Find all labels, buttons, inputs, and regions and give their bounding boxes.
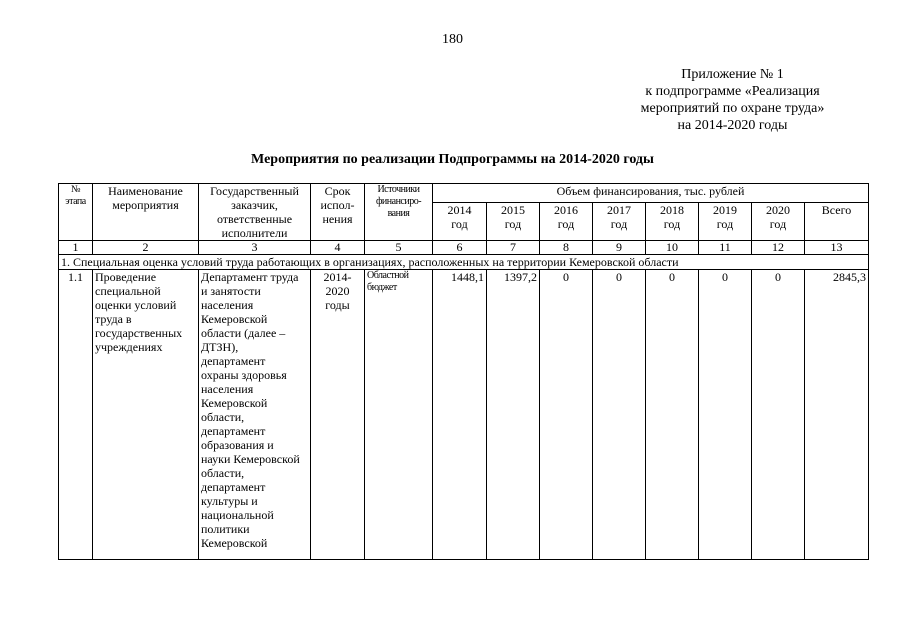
year-unit: год: [451, 217, 468, 232]
year-label: 2017: [607, 203, 631, 218]
row-customer-line: политики: [201, 522, 250, 536]
year-label: 2019: [713, 203, 737, 218]
section-row: [59, 255, 869, 270]
row-term-line: годы: [325, 298, 350, 312]
header-text: исполнители: [221, 226, 288, 240]
header-funding-group: Объем финансирования, тыс. рублей: [433, 184, 869, 203]
row-value-2019: 0: [699, 270, 752, 560]
header-text: заказчик,: [231, 198, 278, 212]
row-customer-line: населения: [201, 382, 254, 396]
row-customer-line: науки Кемеровской: [201, 452, 300, 466]
header-name: [93, 184, 199, 241]
row-source-line: Областной: [367, 270, 409, 281]
row-term: [311, 270, 365, 560]
row-value-2020: 0: [752, 270, 805, 560]
row-value-2014: 1448,1: [433, 270, 487, 560]
column-numbers-row: [59, 241, 869, 255]
year-unit: год: [610, 217, 628, 232]
header-text: Срок: [324, 184, 351, 198]
column-number: 6: [433, 241, 487, 255]
year-label: 2018: [660, 203, 684, 218]
column-number: 7: [487, 241, 540, 255]
year-label: 2015: [501, 203, 525, 218]
column-number: 1: [59, 241, 93, 255]
header-text: №: [70, 184, 81, 195]
row-customer-line: области,: [201, 466, 245, 480]
header-text: Наименование: [108, 184, 183, 198]
section-title: 1. Специальная оценка условий труда работающих в организациях, расположенных на территории Кемеровской области: [59, 255, 869, 270]
row-total: 2845,3: [805, 270, 869, 560]
year-unit: год: [663, 217, 681, 232]
header-year-2020: [752, 203, 805, 241]
header-text: вания: [387, 208, 410, 219]
header-customer: [199, 184, 311, 241]
appendix-line: на 2014-2020 годы: [677, 118, 788, 133]
column-number: 12: [752, 241, 805, 255]
row-customer-line: и занятости: [201, 284, 261, 298]
header-year-2019: [699, 203, 752, 241]
row-name-line: оценки условий: [95, 298, 177, 312]
appendix-line: мероприятий по охране труда»: [640, 101, 825, 116]
row-customer-line: национальной: [201, 508, 274, 522]
header-row: [59, 184, 869, 203]
row-customer: [199, 270, 311, 560]
row-customer-line: департамент: [201, 480, 266, 494]
row-term-line: 2020: [325, 284, 350, 298]
header-text: мероприятия: [112, 198, 179, 212]
row-name: [93, 270, 199, 560]
column-number: 11: [699, 241, 752, 255]
row-value-2016: 0: [540, 270, 593, 560]
header-text: испол-: [320, 198, 355, 212]
row-customer-line: ДТЗН),: [201, 340, 239, 354]
header-text: Источники: [377, 184, 420, 195]
row-customer-line: области,: [201, 410, 245, 424]
row-name-line: государственных: [95, 326, 183, 340]
table-row: [59, 270, 869, 560]
row-source-line: бюджет: [367, 282, 397, 293]
header-sources: [365, 184, 433, 241]
row-customer-line: Кемеровской: [201, 312, 268, 326]
row-customer-line: образования и: [201, 438, 274, 452]
row-value-2015: 1397,2: [487, 270, 540, 560]
row-customer-line: охраны здоровья: [201, 368, 287, 382]
column-number: 3: [199, 241, 311, 255]
year-label: 2020: [766, 203, 790, 218]
row-name-line: специальной: [95, 284, 161, 298]
year-unit: год: [769, 217, 787, 232]
column-number: 5: [365, 241, 433, 255]
appendix-line: Приложение № 1: [681, 67, 784, 82]
year-label: 2014: [447, 203, 472, 218]
row-customer-line: Кемеровской: [201, 536, 268, 550]
header-text: нения: [322, 212, 353, 226]
header-term: [311, 184, 365, 241]
row-customer-line: департамент: [201, 424, 266, 438]
column-number: 2: [93, 241, 199, 255]
header-year-2018: [646, 203, 699, 241]
column-number: 4: [311, 241, 365, 255]
header-text: финансиро-: [375, 196, 422, 207]
measures-table: [58, 183, 869, 560]
year-unit: год: [504, 217, 522, 232]
row-name-line: Проведение: [95, 270, 157, 284]
row-stage-no: 1.1: [59, 270, 93, 560]
year-label: 2016: [554, 203, 578, 218]
row-customer-line: населения: [201, 298, 254, 312]
row-customer-line: Кемеровской: [201, 396, 268, 410]
document-title: Мероприятия по реализации Подпрограммы на 2014-2020 годы: [251, 152, 654, 167]
header-text: Государственный: [210, 184, 299, 198]
page-number: 180: [442, 32, 463, 47]
column-number: 10: [646, 241, 699, 255]
header-total: Всего: [805, 203, 869, 241]
row-name-line: труда в: [95, 312, 132, 326]
year-unit: год: [716, 217, 734, 232]
row-customer-line: области (далее –: [201, 326, 286, 340]
row-source: [365, 270, 433, 560]
row-value-2017: 0: [593, 270, 646, 560]
header-stage-no: [59, 184, 93, 241]
row-customer-line: департамент: [201, 354, 266, 368]
column-number: 9: [593, 241, 646, 255]
row-customer-line: Департамент труда: [201, 270, 299, 284]
column-number: 13: [805, 241, 869, 255]
row-customer-line: культуры и: [201, 494, 258, 508]
appendix-line: к подпрограмме «Реализация: [645, 84, 820, 99]
header-year-2015: [487, 203, 540, 241]
row-name-line: учреждениях: [95, 340, 163, 354]
row-term-line: 2014-: [323, 270, 352, 284]
column-number: 8: [540, 241, 593, 255]
header-text: ответственные: [216, 212, 293, 226]
header-year-2014: [433, 203, 487, 241]
header-year-2017: [593, 203, 646, 241]
header-year-2016: [540, 203, 593, 241]
row-value-2018: 0: [646, 270, 699, 560]
year-unit: год: [557, 217, 575, 232]
header-text: этапа: [65, 196, 86, 207]
appendix-caption: [610, 66, 855, 134]
